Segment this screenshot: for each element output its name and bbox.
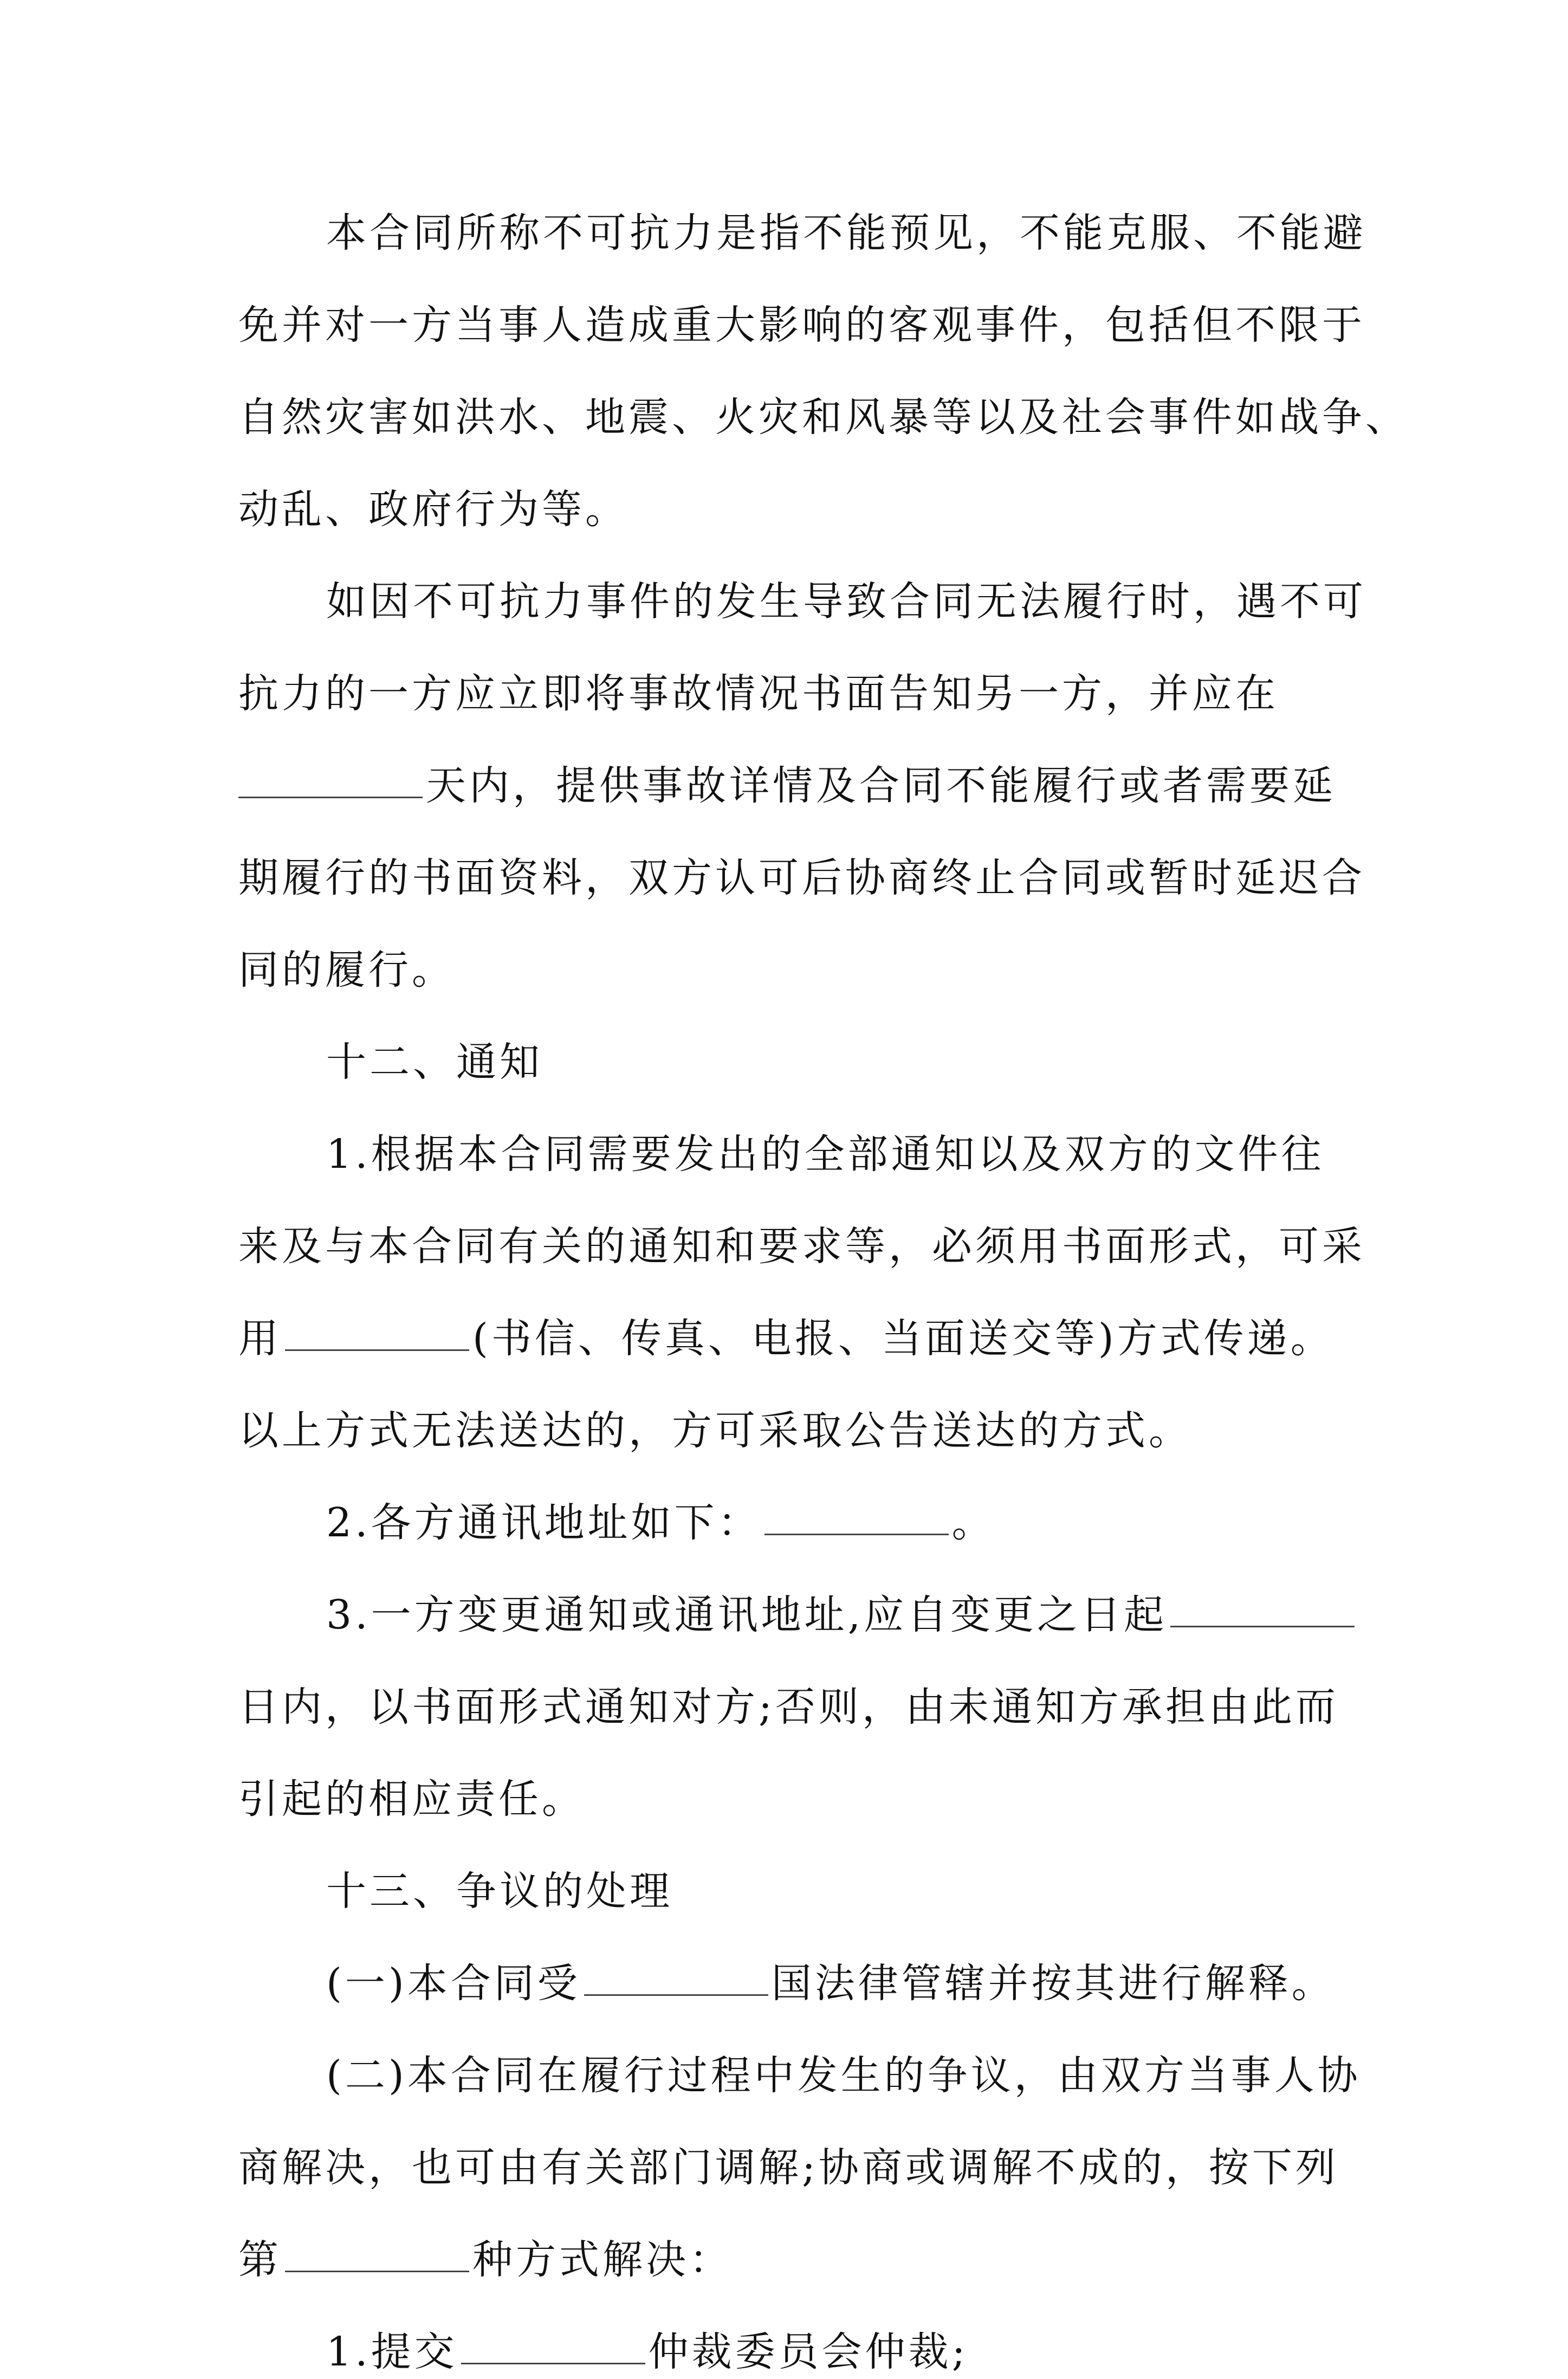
paragraph-line xyxy=(238,2233,733,2325)
paragraph-line: 自然灾害如洪水、地震、火灾和风暴等以及社会事件如战争、 xyxy=(238,394,1409,441)
paragraph-text: 3.一方变更通知或通讯地址,应自变更之日起 xyxy=(326,1592,1168,1638)
paragraph-line: 动乱、政府行为等。 xyxy=(238,486,629,533)
paragraph-line: (二)本合同在履行过程中发生的争议，由双方当事人协 xyxy=(326,2052,1361,2099)
paragraph-line: 抗力的一方应立即将事故情况书面告知另一方，并应在 xyxy=(238,670,1279,717)
fill-in-blank[interactable] xyxy=(238,758,423,798)
paragraph-line: 1.根据本合同需要发出的全部通知以及双方的文件往 xyxy=(326,1131,1325,1178)
paragraph-text: 国法律管辖并按其进行解释。 xyxy=(771,1960,1335,2007)
paragraph-line: 商解决，也可由有关部门调解;协商或调解不成的，按下列 xyxy=(238,2144,1339,2191)
paragraph-line xyxy=(238,1311,1334,1404)
fill-in-blank[interactable] xyxy=(1170,1587,1355,1627)
fill-in-blank[interactable] xyxy=(461,2324,645,2364)
paragraph-text: 2.各方通讯地址如下： xyxy=(326,1499,761,1546)
paragraph-line xyxy=(326,1496,995,1588)
paragraph-line: 免并对一方当事人造成重大影响的客观事件，包括但不限于 xyxy=(238,302,1365,348)
paragraph-line xyxy=(326,1956,1335,2048)
paragraph-line: 日内，以书面形式通知对方;否则，由未通知方承担由此而 xyxy=(238,1684,1339,1730)
section-heading-notice: 十二、通知 xyxy=(326,1039,543,1085)
fill-in-blank[interactable] xyxy=(285,2232,469,2272)
fill-in-blank[interactable] xyxy=(285,1310,469,1351)
paragraph-line: 同的履行。 xyxy=(238,947,455,993)
paragraph-line: 以上方式无法送达的，方可采取公告送达的方式。 xyxy=(238,1407,1192,1454)
paragraph-line xyxy=(326,1588,1358,1680)
paragraph-line xyxy=(326,2325,969,2379)
paragraph-text: 第 xyxy=(238,2236,282,2283)
fill-in-blank[interactable] xyxy=(584,1955,768,1996)
section-heading-dispute: 十三、争议的处理 xyxy=(326,1868,673,1915)
fill-in-blank[interactable] xyxy=(764,1495,949,1535)
paragraph-text: (一)本合同受 xyxy=(326,1960,581,2007)
paragraph-line: 本合同所称不可抗力是指不能预见，不能克服、不能避 xyxy=(326,210,1366,256)
paragraph-text: 。 xyxy=(951,1499,995,1546)
paragraph-text: 种方式解决： xyxy=(472,2236,733,2283)
paragraph-text: (书信、传真、电报、当面送交等)方式传递。 xyxy=(472,1315,1334,1362)
paragraph-text: 仲裁委员会仲裁; xyxy=(648,2329,969,2375)
paragraph-line: 期履行的书面资料，双方认可后协商终止合同或暂时延迟合 xyxy=(238,855,1365,901)
paragraph-line: 如因不可抗力事件的发生导致合同无法履行时，遇不可 xyxy=(326,578,1366,625)
paragraph-text: 天内，提供事故详情及合同不能履行或者需要延 xyxy=(426,762,1336,809)
paragraph-line: 来及与本合同有关的通知和要求等，必须用书面形式，可采 xyxy=(238,1223,1365,1270)
paragraph-text: 用 xyxy=(238,1315,282,1362)
paragraph-text: 1.提交 xyxy=(326,2329,458,2375)
paragraph-line xyxy=(238,759,1336,851)
paragraph-line: 引起的相应责任。 xyxy=(238,1776,585,1822)
